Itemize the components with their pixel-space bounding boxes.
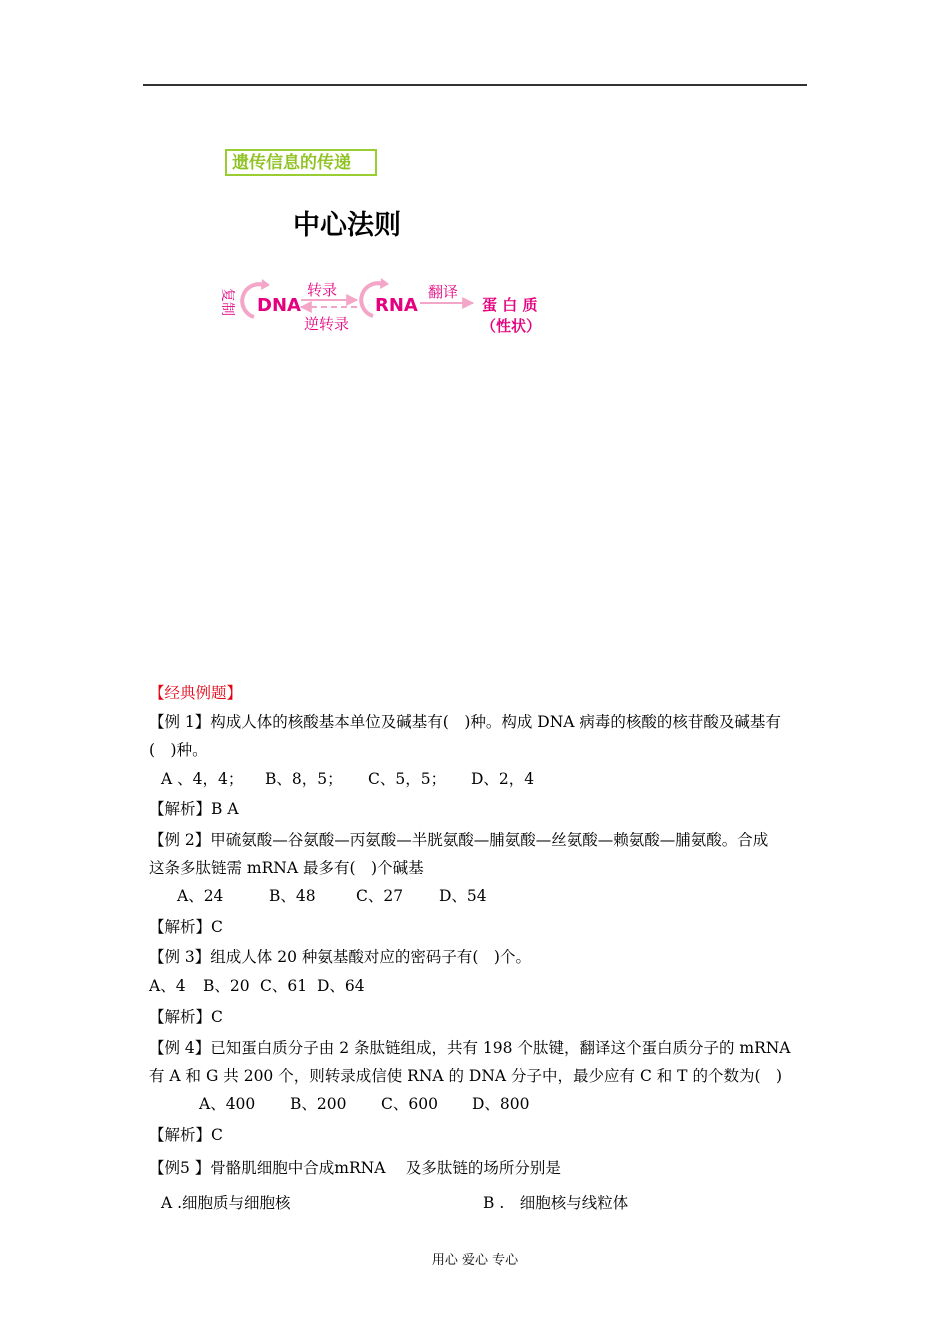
option-d: D、800 (472, 1095, 530, 1113)
option-d: D、54 (439, 887, 487, 905)
top-rule (143, 84, 807, 86)
option-a: A 、4，4； (161, 770, 244, 788)
example-4-answer: 【解析】C (149, 1126, 223, 1144)
option-c: C、61 (260, 977, 308, 995)
rna-label: RNA (375, 295, 418, 316)
option-d: D、64 (317, 977, 365, 995)
option-b: B、20 (203, 977, 250, 995)
replication-label: 复制 (219, 288, 235, 316)
option-b: B、200 (290, 1095, 347, 1113)
option-a: A、24 (177, 887, 224, 905)
protein-label: 蛋 白 质 (482, 296, 538, 314)
examples-heading: 【经典例题】 (149, 684, 243, 702)
option-a: A、4 (149, 977, 186, 995)
example-3-options (149, 975, 549, 997)
option-a: A .细胞质与细胞核 (161, 1194, 291, 1212)
example-2-question: 【例 2】甲硫氨酸—谷氨酸—丙氨酸—半胱氨酸—脯氨酸—丝氨酸—赖氨酸—脯氨酸。合成 (149, 831, 769, 849)
rna-cycle-arrow-head (380, 278, 389, 289)
trait-label: （性状） (481, 317, 542, 335)
example-3-answer: 【解析】C (149, 1008, 223, 1026)
central-dogma-diagram (215, 270, 560, 340)
option-c: C、600 (381, 1095, 438, 1113)
example-5-options (149, 1192, 749, 1214)
translation-label: 翻译 (428, 283, 459, 301)
option-d: D、2，4 (471, 770, 535, 788)
option-b: B、8，5； (265, 770, 343, 788)
example-2-question-cont: 这条多肽链需 mRNA 最多有( )个碱基 (149, 859, 424, 877)
example-4-question-cont: 有 A 和 G 共 200 个，则转录成信使 RNA 的 DNA 分子中，最少应有 C 和 T 的个数为( ) (149, 1067, 783, 1085)
page-title: 中心法则 (293, 210, 401, 241)
option-a: A、400 (199, 1095, 256, 1113)
section-label: 遗传信息的传递 (225, 149, 377, 176)
option-b: B、48 (269, 887, 316, 905)
example-1-answer: 【解析】B A (149, 800, 239, 818)
example-1-question-cont: ( )种。 (149, 741, 208, 759)
example-4-options (149, 1093, 749, 1115)
example-1-options (149, 768, 749, 790)
page-footer: 用心 爱心 专心 (431, 1253, 519, 1268)
option-c: C、27 (356, 887, 404, 905)
transcription-label: 转录 (307, 281, 338, 299)
dna-label: DNA (257, 295, 301, 316)
example-3-question: 【例 3】组成人体 20 种氨基酸对应的密码子有( )个。 (149, 948, 531, 966)
dna-cycle-arrow-head (261, 279, 270, 290)
example-2-options (149, 885, 749, 907)
example-1-question: 【例 1】构成人体的核酸基本单位及碱基有( )种。构成 DNA 病毒的核酸的核苷酸及碱基有 (149, 713, 781, 731)
option-c: C、5，5； (368, 770, 447, 788)
example-5-question: 【例5 】骨骼肌细胞中合成mRNA 及多肽链的场所分别是 (149, 1159, 561, 1177)
example-4-question: 【例 4】已知蛋白质分子由 2 条肽链组成，共有 198 个肽键，翻译这个蛋白质分子的 mRNA (149, 1039, 791, 1057)
option-b: B . 细胞核与线粒体 (483, 1194, 629, 1212)
reverse-transcription-label: 逆转录 (304, 315, 350, 333)
example-2-answer: 【解析】C (149, 918, 223, 936)
